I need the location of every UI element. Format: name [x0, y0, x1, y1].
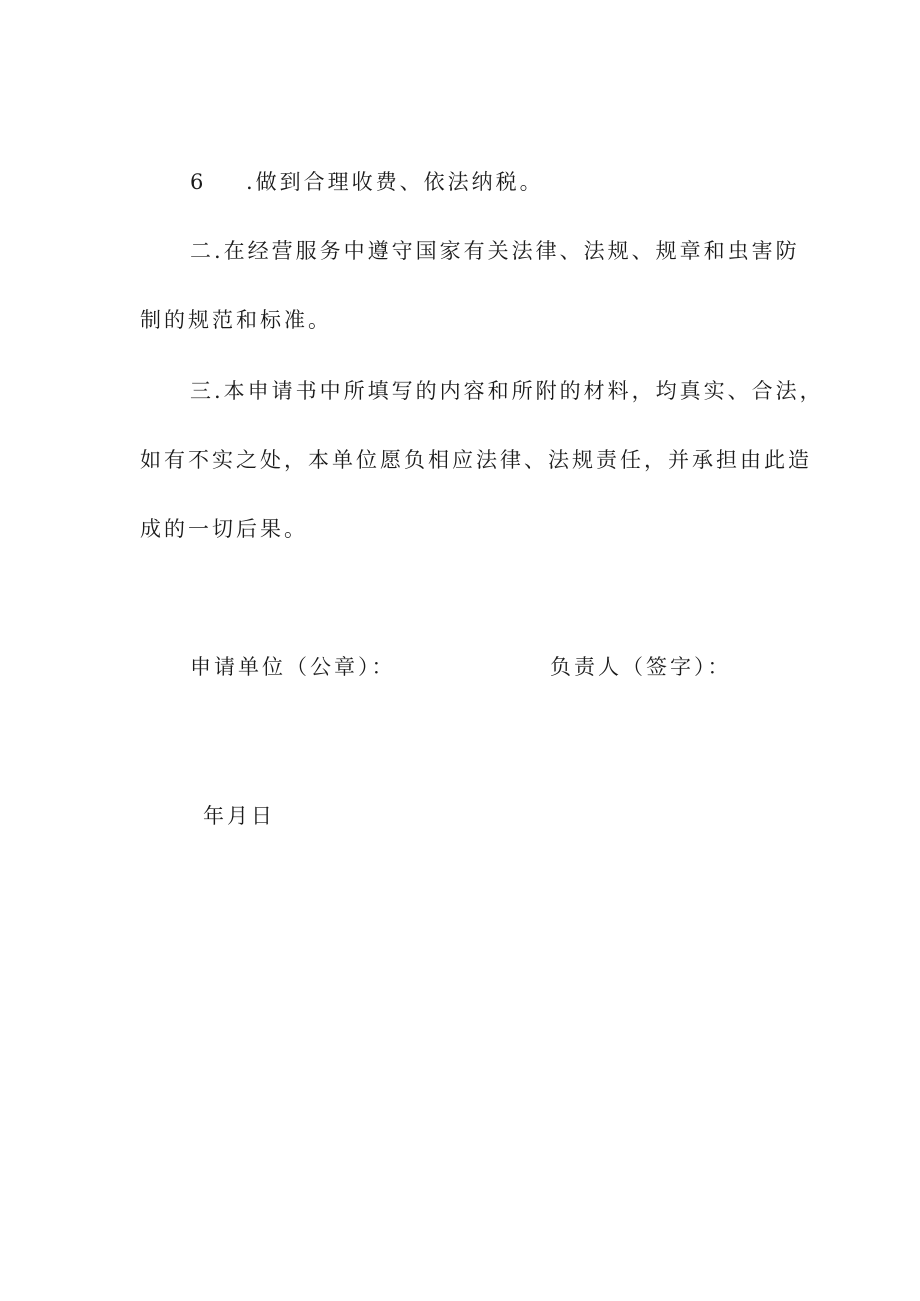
section-2-line-1: 二.在经营服务中遵守国家有关法律、法规、规章和虫害防 [190, 239, 800, 263]
item-6-text: .做到合理收费、依法纳税。 [246, 170, 544, 194]
responsible-signature-label: 负责人（签字）： [550, 655, 732, 679]
section-2-line-2: 制的规范和标准。 [140, 308, 332, 332]
applicant-seal-label: 申请单位（公章）： [190, 655, 396, 679]
item-6-line [190, 167, 544, 197]
section-3-line-3: 成的一切后果。 [140, 517, 308, 541]
section-3-line-2: 如有不实之处，本单位愿负相应法律、法规责任，并承担由此造 [140, 448, 812, 472]
item-6-number: 6 [190, 170, 204, 194]
date-label: 年月日 [203, 804, 275, 828]
section-3-line-1: 三.本申请书中所填写的内容和所附的材料，均真实、合法， [190, 379, 824, 403]
